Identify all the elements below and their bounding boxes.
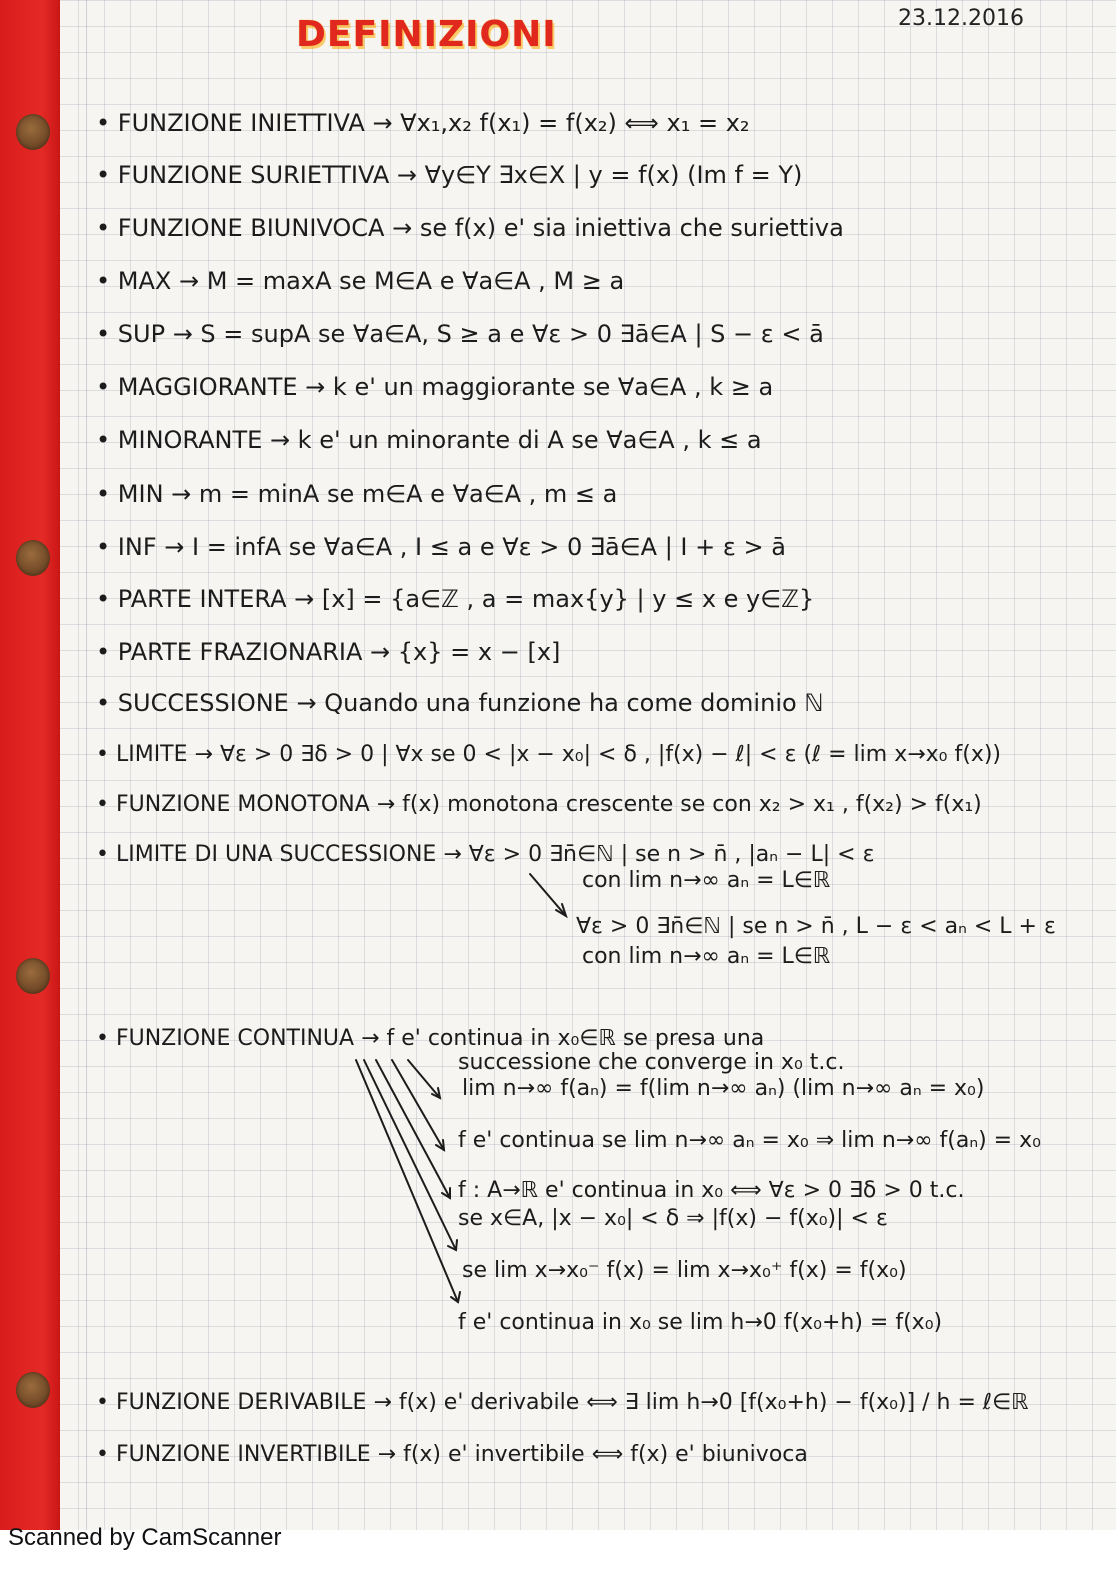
scanner-watermark: Scanned by CamScanner (8, 1524, 282, 1551)
limit-subline: con lim n→∞ aₙ = L∈ℝ (582, 868, 831, 893)
arrowhead-icon (432, 1088, 440, 1098)
page-title: DEFINIZIONI (296, 14, 557, 55)
page-date: 23.12.2016 (898, 6, 1024, 31)
definition-line: • MIN → m = minA se m∈A e ∀a∈A , m ≤ a (96, 480, 618, 508)
continua-def3-line: f : A→ℝ e' continua in x₀ ⟺ ∀ε > 0 ∃δ > 0 t.c. (458, 1178, 965, 1203)
definition-line: • MAGGIORANTE → k e' un maggiorante se ∀a∈A , k ≥ a (96, 373, 774, 401)
branch-arrow-icon (530, 874, 566, 916)
definition-line: • SUCCESSIONE → Quando una funzione ha come dominio ℕ (96, 689, 824, 717)
arrowhead-icon (451, 1292, 460, 1302)
definition-line: • INF → I = infA se ∀a∈A , I ≤ a e ∀ε > 0 ∃ā∈A | I + ε > ā (96, 533, 786, 561)
definition-line: • MAX → M = maxA se M∈A e ∀a∈A , M ≥ a (96, 267, 625, 295)
continua-def5: f e' continua in x₀ se lim h→0 f(x₀+h) = f(x₀) (458, 1310, 943, 1335)
definition-line: • FUNZIONE BIUNIVOCA → se f(x) e' sia iniettiva che suriettiva (96, 214, 844, 242)
definition-line: • SUP → S = supA se ∀a∈A, S ≥ a e ∀ε > 0 ∃ā∈A | S − ε < ā (96, 320, 824, 348)
definition-line: • PARTE INTERA → [x] = {a∈ℤ , a = max{y} | y ≤ x e y∈ℤ} (96, 585, 815, 613)
red-margin-strip (0, 0, 60, 1530)
limit-subline: con lim n→∞ aₙ = L∈ℝ (582, 944, 831, 969)
definition-line: • FUNZIONE SURIETTIVA → ∀y∈Y ∃x∈X | y = f(x) (Im f = Y) (96, 161, 803, 189)
limit-subline: ∀ε > 0 ∃n̄∈ℕ | se n > n̄ , L − ε < aₙ < L + ε (576, 914, 1056, 939)
binder-hole (16, 540, 50, 576)
branch-arrow-icon (408, 1060, 440, 1098)
continua-def1-line: successione che converge in x₀ t.c. (458, 1050, 845, 1075)
continua-heading: • FUNZIONE CONTINUA → f e' continua in x₀∈ℝ se presa una (96, 1026, 765, 1051)
binder-hole (16, 958, 50, 994)
definition-line: • PARTE FRAZIONARIA → {x} = x − [x] (96, 638, 561, 666)
binder-hole (16, 114, 50, 150)
definition-line: • LIMITE DI UNA SUCCESSIONE → ∀ε > 0 ∃n̄∈ℕ | se n > n̄ , |aₙ − L| < ε (96, 842, 875, 867)
branch-arrow-icon (364, 1060, 456, 1250)
continua-def1-line: lim n→∞ f(aₙ) = f(lim n→∞ aₙ) (lim n→∞ aₙ = x₀) (462, 1076, 985, 1101)
arrowhead-icon (442, 1188, 450, 1198)
definition-line: • FUNZIONE INIETTIVA → ∀x₁,x₂ f(x₁) = f(x₂) ⟺ x₁ = x₂ (96, 109, 750, 137)
definition-line: • MINORANTE → k e' un minorante di A se ∀a∈A , k ≤ a (96, 426, 762, 454)
branch-arrow-icon (356, 1060, 458, 1302)
definition-line: • FUNZIONE DERIVABILE → f(x) e' derivabile ⟺ ∃ lim h→0 [f(x₀+h) − f(x₀)] / h = ℓ∈ℝ (96, 1390, 1029, 1415)
arrowhead-icon (436, 1140, 444, 1150)
binder-hole (16, 1372, 50, 1408)
branch-arrow-icon (376, 1060, 450, 1198)
continua-def3-line: se x∈A, |x − x₀| < δ ⇒ |f(x) − f(x₀)| < ε (458, 1206, 888, 1231)
arrowhead-icon (556, 904, 566, 916)
continua-def2: f e' continua se lim n→∞ aₙ = x₀ ⇒ lim n→∞ f(aₙ) = x₀ (458, 1128, 1041, 1153)
definition-line: • LIMITE → ∀ε > 0 ∃δ > 0 | ∀x se 0 < |x − x₀| < δ , |f(x) − ℓ| < ε (ℓ = lim x→x₀ f(x)) (96, 742, 1002, 767)
definition-line: • FUNZIONE INVERTIBILE → f(x) e' invertibile ⟺ f(x) e' biunivoca (96, 1442, 808, 1467)
arrowhead-icon (448, 1240, 457, 1250)
branch-arrow-icon (392, 1060, 444, 1150)
continua-def4: se lim x→x₀⁻ f(x) = lim x→x₀⁺ f(x) = f(x₀) (462, 1258, 907, 1283)
margin-line (86, 0, 87, 1530)
definition-line: • FUNZIONE MONOTONA → f(x) monotona crescente se con x₂ > x₁ , f(x₂) > f(x₁) (96, 792, 982, 817)
